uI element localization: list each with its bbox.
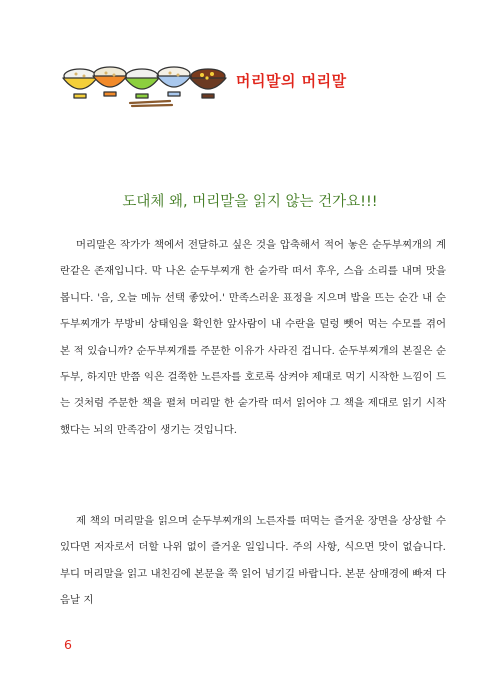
section-subtitle: 도대체 왜, 머리말을 읽지 않는 건가요!!! bbox=[122, 194, 378, 210]
page-number: 6 bbox=[64, 637, 72, 652]
chopsticks-icon bbox=[130, 101, 172, 106]
body-paragraph-2: 제 책의 머리말을 읽으며 순두부찌개의 노른자를 떠먹는 즐거운 장면을 상상할 수 있다면 저자로서 더할 나위 없이 즐거운 일입니다. 주의 사항, 식으면 맛이 없습니다. 부디 머리말을 읽고 내친김에 본문을 쭉 읽어 넘기길 바랍니다. 본문 삼매경에 빠져 다음날 지 bbox=[60, 515, 446, 607]
header bbox=[58, 58, 478, 108]
header-title: 머리말의 머리말 bbox=[236, 72, 347, 90]
rice-bowls-illustration-icon bbox=[58, 58, 230, 108]
body-paragraph-1: 머리말은 작가가 책에서 전달하고 싶은 것을 압축해서 적어 놓은 순두부찌개의 계란같은 존재입니다. 막 나온 순두부찌개 한 숟가락 떠서 후우, 스읍 소리를 내며 맛을 봅니다. '음, 오늘 메뉴 선택 좋았어.' 만족스러운 표정을 지으며 밥을 뜨는 순간 내 순두부찌개가 무방비 상태임을 확인한 앞사람이 내 수란을 덜렁 뺏어 먹는 수모를 겪어본 적 있습니까? 순두부찌개를 주문한 이유가 사라진 겁니다. 순두부찌개의 본질은 순두부, 하지만 반쯤 익은 걸쭉한 노른자를 호로록 삼켜야 제대로 먹기 시작한 느낌이 드는 것처럼 주문한 책을 펼쳐 머리말 한 숟가락 떠서 읽어야 그 책을 제대로 읽기 시작했다는 뇌의 만족감이 생기는 것입니다. bbox=[60, 239, 446, 436]
